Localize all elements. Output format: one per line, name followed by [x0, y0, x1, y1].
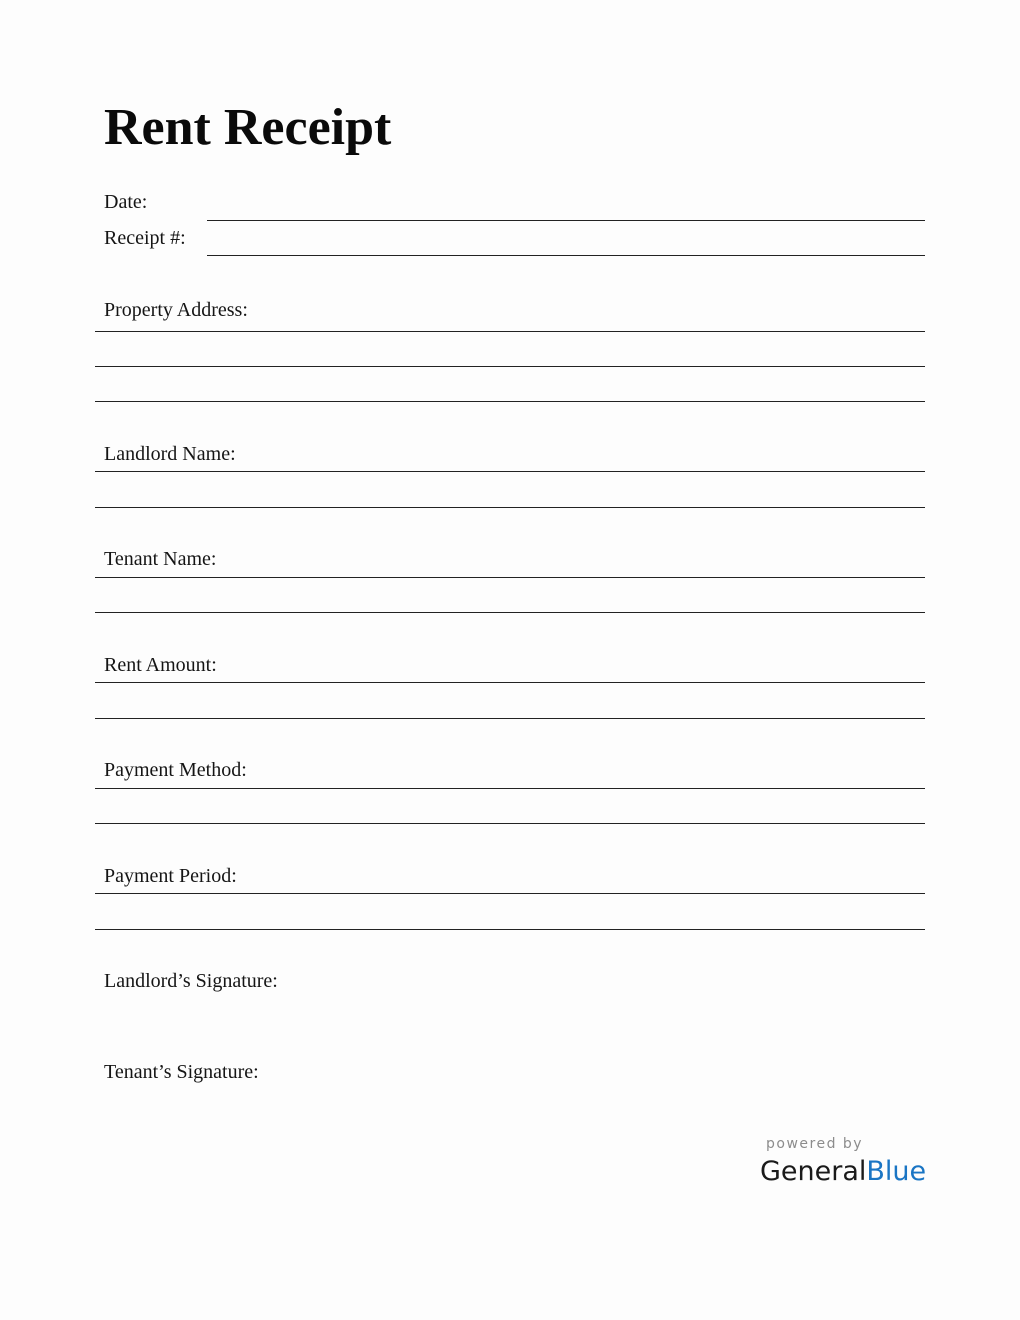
- payment-period-label: Payment Period:: [104, 865, 237, 887]
- payment-method-line-2[interactable]: [95, 823, 925, 824]
- landlord-name-label: Landlord Name:: [104, 443, 236, 465]
- landlord-name-line-1[interactable]: [95, 471, 925, 472]
- page-title: Rent Receipt: [104, 99, 392, 156]
- rent-amount-line-1[interactable]: [95, 682, 925, 683]
- rent-amount-line-2[interactable]: [95, 718, 925, 719]
- payment-method-label: Payment Method:: [104, 759, 247, 781]
- payment-method-line-1[interactable]: [95, 788, 925, 789]
- landlord-signature-label: Landlord’s Signature:: [104, 970, 278, 992]
- receipt-number-label: Receipt #:: [104, 227, 186, 249]
- payment-period-line-2[interactable]: [95, 929, 925, 930]
- date-field-line[interactable]: [207, 220, 925, 221]
- date-label: Date:: [104, 191, 148, 213]
- tenant-name-line-2[interactable]: [95, 612, 925, 613]
- powered-by-text: powered by: [766, 1136, 864, 1152]
- rent-amount-label: Rent Amount:: [104, 654, 217, 676]
- property-address-label: Property Address:: [104, 299, 248, 321]
- property-address-line-1[interactable]: [95, 331, 925, 332]
- landlord-name-line-2[interactable]: [95, 507, 925, 508]
- tenant-name-label: Tenant Name:: [104, 548, 217, 570]
- tenant-name-line-1[interactable]: [95, 577, 925, 578]
- property-address-line-3[interactable]: [95, 401, 925, 402]
- tenant-signature-label: Tenant’s Signature:: [104, 1061, 259, 1083]
- receipt-number-field-line[interactable]: [207, 255, 925, 256]
- brand-name-part2: Blue: [866, 1156, 927, 1187]
- brand-wordmark: [760, 1155, 926, 1189]
- payment-period-line-1[interactable]: [95, 893, 925, 894]
- brand-name-part1: General: [760, 1156, 867, 1187]
- property-address-line-2[interactable]: [95, 366, 925, 367]
